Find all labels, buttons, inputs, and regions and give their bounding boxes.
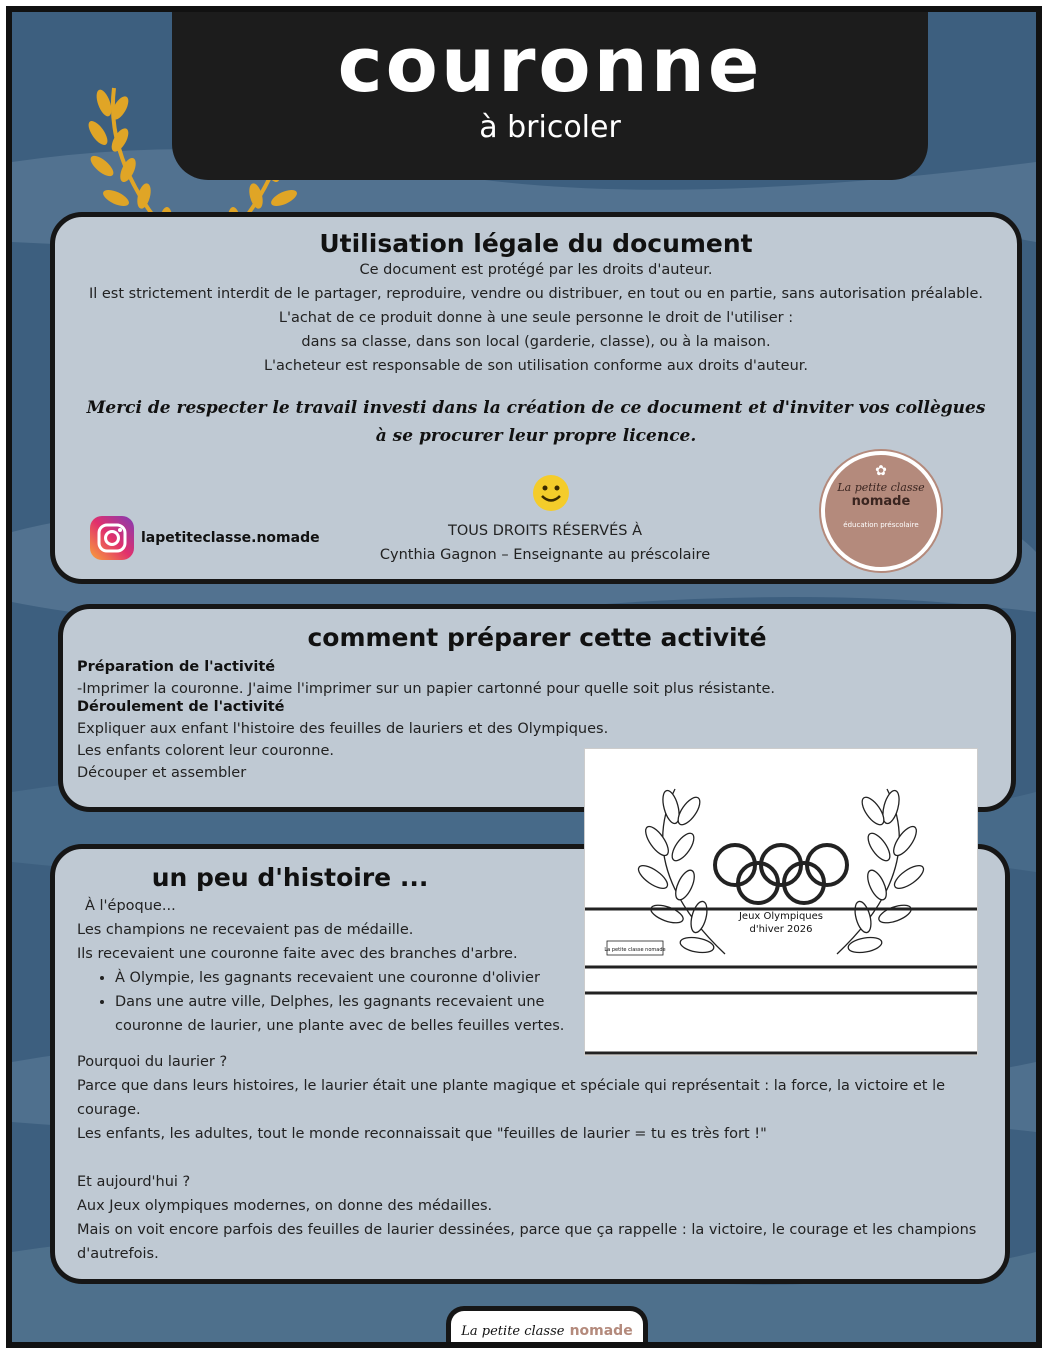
page-title: couronne: [337, 20, 763, 109]
legal-text: [55, 258, 1017, 378]
prep-text: -Imprimer la couronne. J'aime l'imprimer sur un papier cartonné pour quelle soit plus résistante.: [77, 681, 775, 697]
smiley-icon: [531, 473, 571, 513]
today-answer: Aux Jeux olympiques modernes, on donne des médailles.: [77, 1198, 493, 1214]
dev-line: Expliquer aux enfant l'histoire des feuilles de lauriers et des Olympiques.: [77, 721, 609, 737]
instagram-handle: lapetiteclasse.nomade: [141, 530, 320, 546]
history-intro: À l'époque...: [85, 898, 176, 914]
history-bullet: • Dans une autre ville, Delphes, les gagnants recevaient une couronne de laurier, une plante avec de belles feuilles vertes.: [115, 990, 575, 1038]
page-frame: [6, 6, 1042, 1348]
history-bullet: • À Olympie, les gagnants recevaient une couronne d'olivier: [115, 966, 575, 990]
footer-brand-script: La petite classe: [461, 1324, 565, 1339]
dev-line: Les enfants colorent leur couronne.: [77, 743, 335, 759]
legal-line: L'achat de ce produit donne à une seule personne le droit de l'utiliser :: [278, 310, 794, 326]
prep-heading: comment préparer cette activité: [307, 623, 767, 652]
crown-caption-1: Jeux Olympiques: [738, 911, 824, 922]
history-line: Les champions ne recevaient pas de médaille.: [77, 922, 414, 938]
why-answer-2: Les enfants, les adultes, tout le monde reconnaissait que "feuilles de laurier = tu es très fort !": [77, 1126, 767, 1142]
rights-author: Cynthia Gagnon – Enseignante au préscolaire: [379, 547, 711, 563]
today-question: Et aujourd'hui ?: [77, 1174, 191, 1190]
rights-title: TOUS DROITS RÉSERVÉS À: [448, 523, 642, 539]
crown-caption-2: d'hiver 2026: [749, 924, 813, 935]
why-question: Pourquoi du laurier ?: [77, 1054, 228, 1070]
title-box: [172, 12, 928, 180]
page-subtitle: à bricoler: [479, 110, 621, 145]
prep-title: Préparation de l'activité: [77, 659, 276, 675]
crown-drawing: [585, 749, 977, 1055]
logo-line2: nomade: [851, 494, 911, 509]
footer-brand: [446, 1306, 648, 1348]
legal-line: Il est strictement interdit de le partager, reproduire, vendre ou distribuer, en tout ou en partie, sans autorisation préalable.: [88, 286, 984, 302]
thanks-text: [55, 394, 1017, 450]
legal-line: dans sa classe, dans son local (garderie, classe), ou à la maison.: [301, 334, 771, 350]
crown-tag: La petite classe nomade: [604, 947, 666, 953]
why-answer: Parce que dans leurs histoires, le laurier était une plante magique et spéciale qui représentait : la force, la victoire et le courage.: [77, 1078, 946, 1118]
legal-line: Ce document est protégé par les droits d'auteur.: [359, 262, 713, 278]
brand-logo: [821, 451, 941, 571]
flower-icon: ✿: [875, 463, 887, 479]
logo-tag: éducation préscolaire: [843, 521, 919, 529]
thanks-line: Merci de respecter le travail investi dans la création de ce document et d'inviter vos collègues: [86, 398, 986, 418]
instagram-icon: [89, 515, 135, 561]
rights-block: [355, 519, 735, 567]
today-answer-2: Mais on voit encore parfois des feuilles de laurier dessinées, parce que ça rappelle : la victoire, le courage et les champions d'autrefois.: [77, 1222, 977, 1262]
instagram-link[interactable]: [89, 515, 320, 561]
logo-line1: La petite classe: [837, 481, 925, 494]
history-bullets: [77, 966, 575, 1038]
crown-image: [584, 748, 978, 1056]
legal-heading: Utilisation légale du document: [319, 229, 753, 258]
footer-brand-bold: nomade: [569, 1323, 633, 1339]
dev-title: Déroulement de l'activité: [77, 699, 285, 715]
legal-line: L'acheteur est responsable de son utilisation conforme aux droits d'auteur.: [263, 358, 809, 374]
history-line: Ils recevaient une couronne faite avec des branches d'arbre.: [77, 946, 518, 962]
legal-panel: [50, 212, 1022, 584]
history-heading: un peu d'histoire ...: [151, 863, 429, 892]
thanks-line: à se procurer leur propre licence.: [375, 426, 697, 446]
dev-line: Découper et assembler: [77, 765, 247, 781]
